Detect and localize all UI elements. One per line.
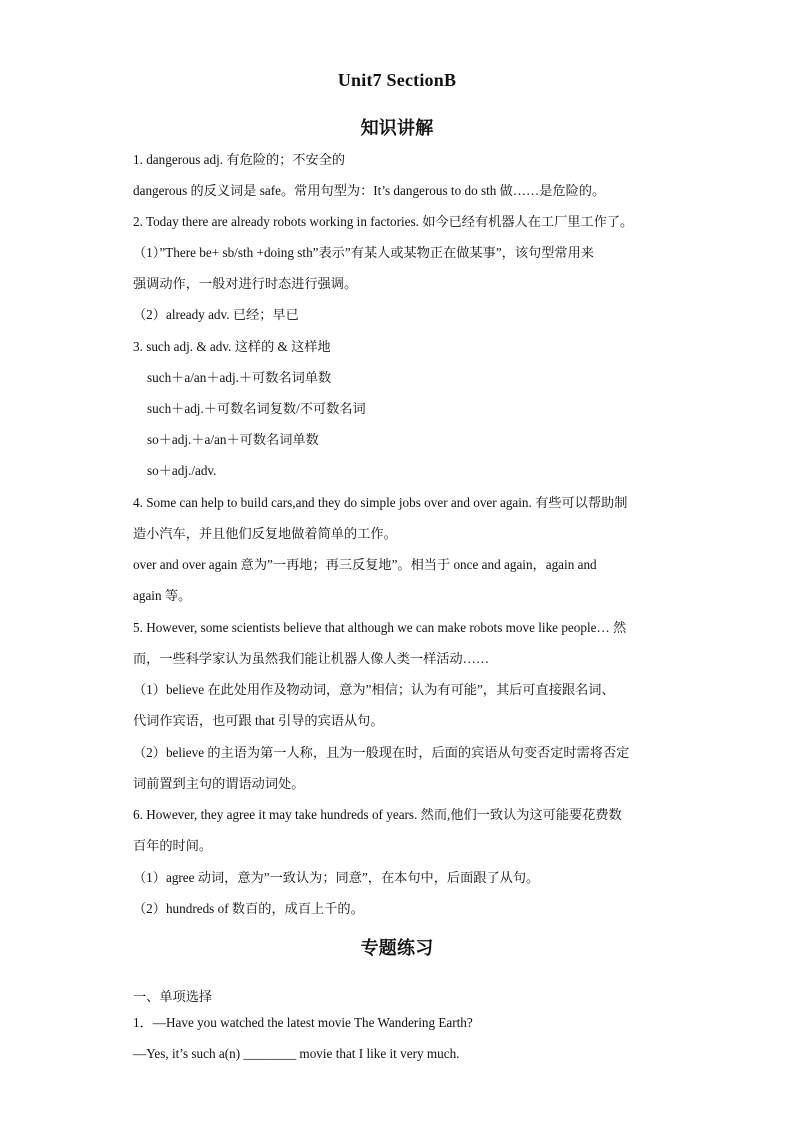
text-line: 百年的时间。 [133, 838, 213, 853]
part-label: 一、单项选择 [133, 989, 213, 1004]
text-line: （1）believe 在此处用作及物动词，意为”相信；认为有可能”，其后可直接跟名词、 [133, 682, 615, 697]
text-line: 而，一些科学家认为虽然我们能让机器人像人类一样活动…… [133, 651, 490, 666]
text-line: 1. dangerous adj. 有危险的；不安全的 [133, 152, 346, 167]
text-line: dangerous 的反义词是 safe。常用句型为：It’s dangerous to do sth 做……是危险的。 [133, 183, 606, 198]
text-line: so＋adj.＋a/an＋可数名词单数 [147, 432, 319, 447]
section-heading-knowledge: 知识讲解 [360, 118, 434, 138]
text-line: （2）already adv. 已经；早已 [133, 307, 299, 322]
text-line: again 等。 [133, 588, 192, 603]
text-line: 强调动作，一般对进行时态进行强调。 [133, 276, 358, 291]
text-line: 代词作宾语，也可跟 that 引导的宾语从句。 [133, 713, 384, 728]
text-line: 6. However, they agree it may take hundreds of years. 然而,他们一致认为这可能要花费数 [133, 807, 622, 822]
text-line: such＋a/an＋adj.＋可数名词单数 [147, 370, 332, 385]
question-1-line-1: 1．—Have you watched the latest movie The Wandering Earth? [133, 1015, 473, 1030]
question-1-line-2: —Yes, it’s such a(n) ________ movie that I like it very much. [133, 1046, 460, 1061]
text-line: （2）hundreds of 数百的，成百上千的。 [133, 901, 364, 916]
text-line: （1）agree 动词，意为”一致认为；同意”，在本句中，后面跟了从句。 [133, 870, 540, 885]
text-line: 2. Today there are already robots working in factories. 如今已经有机器人在工厂里工作了。 [133, 214, 634, 229]
text-line: 5. However, some scientists believe that although we can make robots move like people… 然 [133, 620, 627, 635]
text-line: 词前置到主句的谓语动词处。 [133, 776, 305, 791]
section-heading-practice: 专题练习 [360, 938, 434, 958]
text-line: 3. such adj. & adv. 这样的 & 这样地 [133, 339, 331, 354]
text-line: 造小汽车，并且他们反复地做着简单的工作。 [133, 526, 397, 541]
text-line: （2）believe 的主语为第一人称，且为一般现在时，后面的宾语从句变否定时需将否定 [133, 745, 630, 760]
text-line: over and over again 意为”一再地；再三反复地”。相当于 once and again，again and [133, 557, 597, 572]
document-title: Unit7 SectionB [337, 70, 457, 90]
text-line: so＋adj./adv. [147, 463, 217, 478]
text-line: such＋adj.＋可数名词复数/不可数名词 [147, 401, 366, 416]
text-line: 4. Some can help to build cars,and they do simple jobs over and over again. 有些可以帮助制 [133, 495, 628, 510]
text-line: （1）”There be+ sb/sth +doing sth”表示”有某人或某物正在做某事”，该句型常用来 [133, 245, 594, 260]
